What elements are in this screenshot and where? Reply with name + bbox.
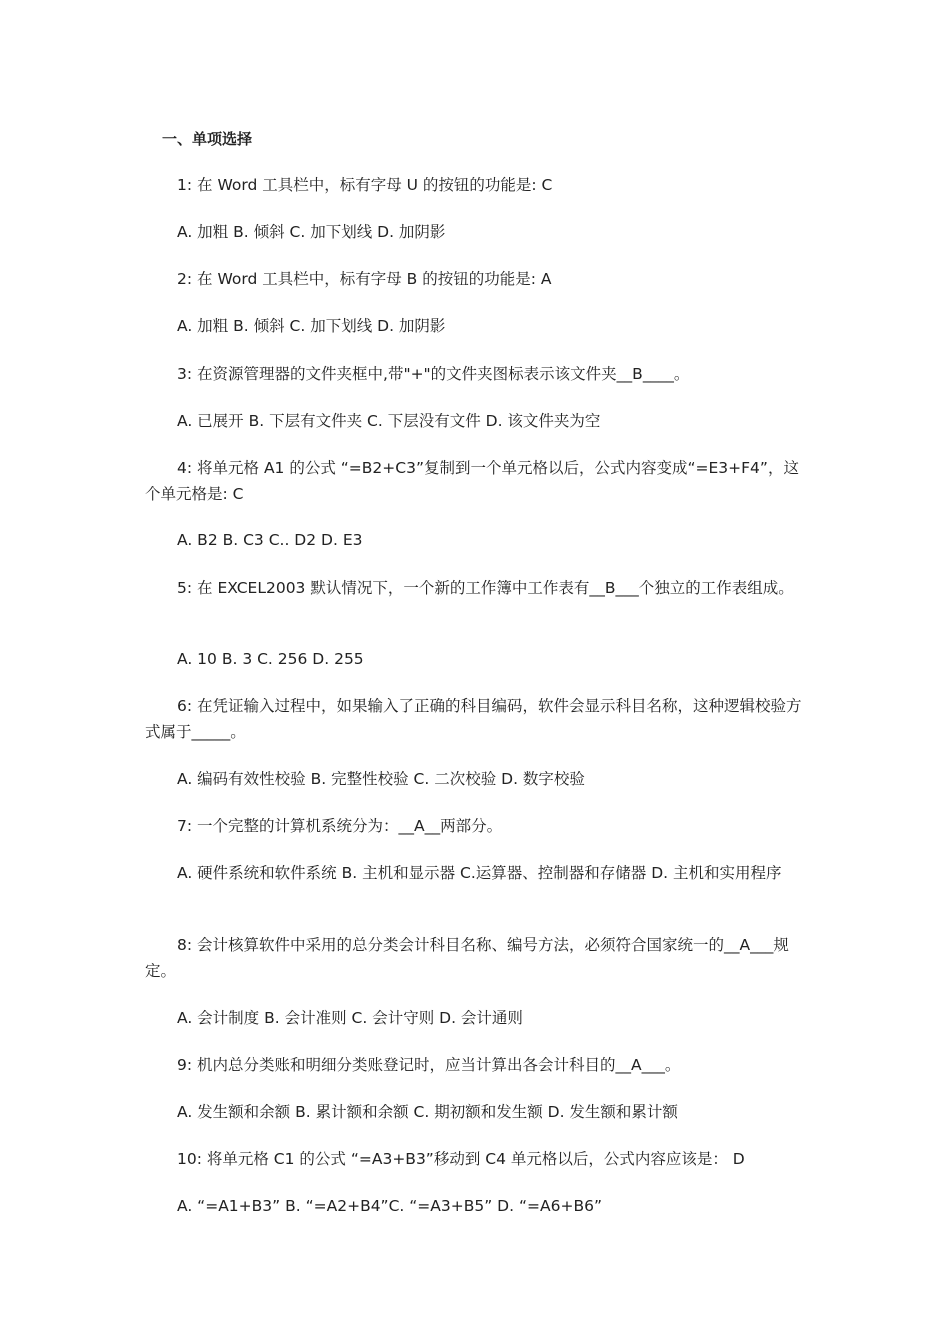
- options-10: A. “=A1+B3” B. “=A2+B4”C. “=A3+B5” D. “=A6+B6”: [177, 1197, 602, 1215]
- options-1: A. 加粗 B. 倾斜 C. 加下划线 D. 加阴影: [177, 223, 446, 241]
- question-1: 1: 在 Word 工具栏中，标有字母 U 的按钮的功能是: C: [177, 176, 553, 194]
- options-7: A. 硬件系统和软件系统 B. 主机和显示器 C.运算器、控制器和存储器 D. 主机和实用程序: [177, 864, 782, 882]
- question-2: 2: 在 Word 工具栏中，标有字母 B 的按钮的功能是: A: [177, 270, 552, 288]
- question-5: 5: 在 EXCEL2003 默认情况下，一个新的工作簿中工作表有__B___个独立的工作表组成。: [177, 579, 794, 597]
- question-3: 3: 在资源管理器的文件夹框中,带"+"的文件夹图标表示该文件夹__B____。: [177, 365, 690, 383]
- question-4: 4: 将单元格 A1 的公式 “=B2+C3”复制到一个单元格以后，公式内容变成“=E3+F4”，这个单元格是: C: [145, 459, 799, 503]
- question-8: 8: 会计核算软件中采用的总分类会计科目名称、编号方法，必须符合国家统一的__A___规定。: [145, 936, 789, 980]
- question-9: 9: 机内总分类账和明细分类账登记时，应当计算出各会计科目的__A___。: [177, 1056, 681, 1074]
- options-2: A. 加粗 B. 倾斜 C. 加下划线 D. 加阴影: [177, 317, 446, 335]
- options-8: A. 会计制度 B. 会计准则 C. 会计守则 D. 会计通则: [177, 1009, 523, 1027]
- question-10: 10: 将单元格 C1 的公式 “=A3+B3”移动到 C4 单元格以后，公式内容应该是： D: [177, 1150, 745, 1168]
- question-6: 6: 在凭证输入过程中，如果输入了正确的科目编码，软件会显示科目名称，这种逻辑校验方式属于_____。: [145, 697, 802, 741]
- section-title: 一、单项选择: [162, 130, 253, 148]
- options-5: A. 10 B. 3 C. 256 D. 255: [177, 650, 364, 668]
- options-9: A. 发生额和余额 B. 累计额和余额 C. 期初额和发生额 D. 发生额和累计额: [177, 1103, 678, 1121]
- options-3: A. 已展开 B. 下层有文件夹 C. 下层没有文件 D. 该文件夹为空: [177, 412, 601, 430]
- options-4: A. B2 B. C3 C.. D2 D. E3: [177, 531, 363, 549]
- question-7: 7: 一个完整的计算机系统分为：__A__两部分。: [177, 817, 503, 835]
- options-6: A. 编码有效性校验 B. 完整性校验 C. 二次校验 D. 数字校验: [177, 770, 585, 788]
